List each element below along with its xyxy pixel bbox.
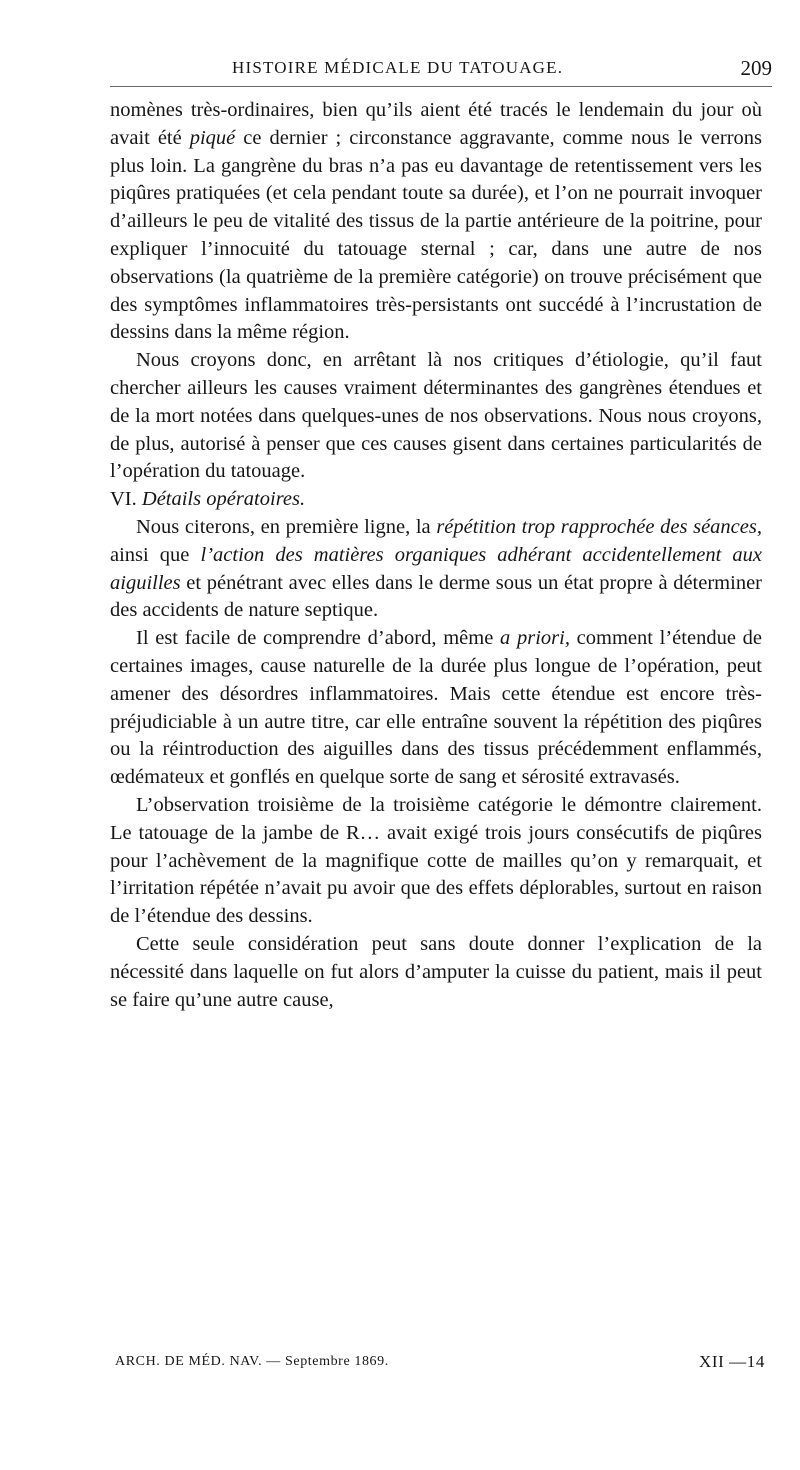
paragraph-5: L’observation troisième de la troisième catégorie le démontre clairement. Le tatouage de la jambe de R… avait exigé trois jours consécutifs de piqûres pour l’achèvement de la magnifique cotte de mailles qu’on y remarquait, et l’irritation répétée n’avait pu avoir que des effets déplorables, surtout en raison de l’étendue des dessins. bbox=[110, 793, 762, 928]
emphasis: a priori, bbox=[500, 627, 570, 650]
footer-citation: ARCH. DE MÉD. NAV. — Septembre 1869. bbox=[115, 1354, 389, 1369]
emphasis: répétition trop rapprochée des séances, bbox=[436, 515, 762, 538]
emphasis: piqué bbox=[189, 126, 236, 149]
section-number: VI. bbox=[110, 488, 137, 511]
signature-mark: XII —14 bbox=[698, 1352, 765, 1371]
page-number: 209 bbox=[740, 56, 772, 80]
section-title: Détails opératoires. bbox=[141, 488, 306, 511]
body-text bbox=[110, 97, 762, 1014]
running-title: HISTOIRE MÉDICALE DU TATOUAGE. bbox=[232, 58, 564, 77]
emphasis: l’action des matières organiques adhérant accidentellement aux aiguilles bbox=[110, 543, 762, 594]
paragraph-6: Cette seule considération peut sans doute donner l’explication de la nécessité dans laquelle on fut alors d’amputer la cuisse du patient, mais il peut se faire qu’une autre cause, bbox=[110, 932, 762, 1011]
page-footer bbox=[115, 1352, 765, 1378]
paragraph-3: Nous citerons, en première ligne, la répétition trop rapprochée des séances, ainsi que l’action des matières organiques adhérant accidentellement aux aiguilles et pénétrant avec elles dans le derme sous un état propre à déterminer des accidents de nature septique. bbox=[110, 515, 762, 622]
paragraph-4: Il est facile de comprendre d’abord, même a priori, comment l’étendue de certaines images, cause naturelle de la durée plus longue de l’opération, peut amener des désordres inflammatoires. Mais cette étendue est encore très-préjudiciable à un autre titre, car elle entraîne souvent la répétition des piqûres ou la réintroduction des aiguilles dans des tissus précédemment enflammés, œdémateux et gonflés en quelque sorte de sang et sérosité extravasés. bbox=[110, 627, 762, 789]
paragraph-2: Nous croyons donc, en arrêtant là nos critiques d’étiologie, qu’il faut chercher ailleurs les causes vraiment déterminantes des gangrènes étendues et de la mort notées dans quelques-unes de nos observations. Nous nous croyons, de plus, autorisé à penser que ces causes gisent dans certaines particularités de l’opération du tatouage. bbox=[110, 349, 762, 483]
paragraph-1: nomènes très-ordinaires, bien qu’ils aient été tracés le lendemain du jour où avait été piqué ce dernier ; circonstance aggravante, comme nous le verrons plus loin. La gangrène du bras n’a pas eu davantage de retentissement vers les piqûres pratiquées (et cela pendant toute sa durée), et l’on ne pourrait invoquer d’ailleurs le peu de vitalité des tissus de la partie antérieure de la poitrine, pour expliquer l’innocuité du tatouage sternal ; car, dans une autre de nos observations (la quatrième de la première catégorie) on trouve précisément que des symptômes inflammatoires très-persistants ont succédé à l’incrustation de dessins dans la même région. bbox=[110, 99, 763, 344]
running-header bbox=[110, 56, 772, 87]
section-heading bbox=[110, 486, 762, 514]
